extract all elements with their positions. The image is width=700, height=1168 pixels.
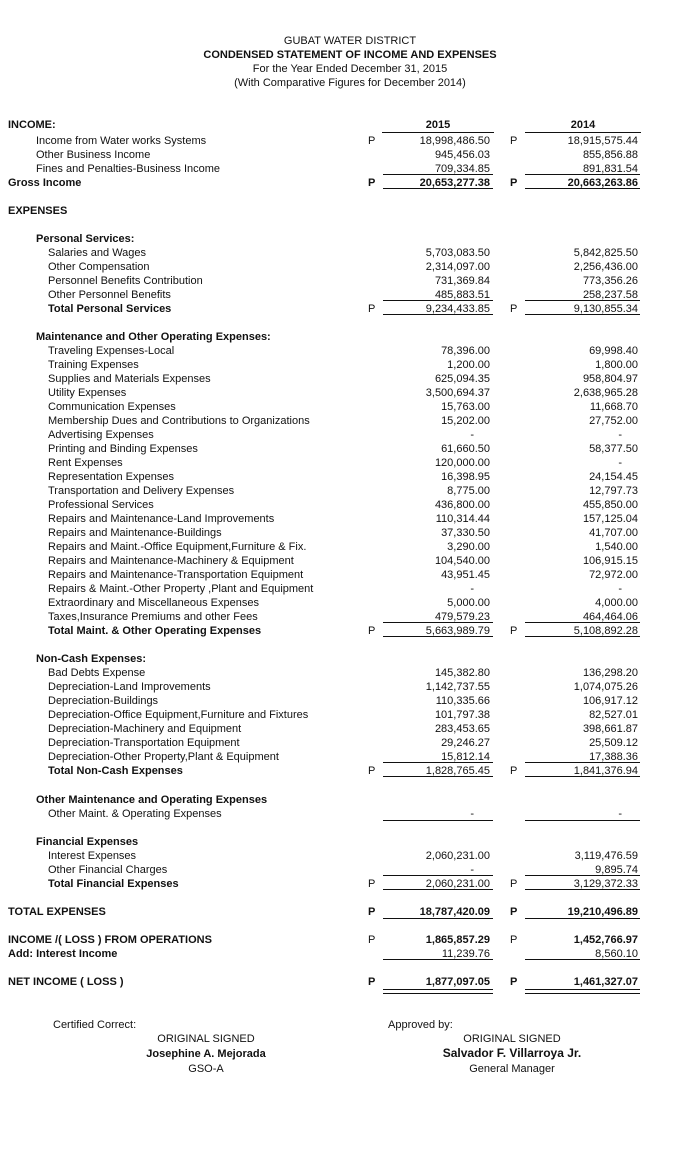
- total-expenses-row: [0, 905, 700, 919]
- line-item: [0, 750, 700, 764]
- peso-sign: P: [510, 765, 518, 777]
- total-rule: [383, 188, 493, 189]
- total-rule: [525, 188, 640, 189]
- amount-2015: 16,398.95: [441, 471, 490, 483]
- gross-income-2015: 20,653,277.38: [419, 177, 490, 189]
- total-label: Total Non-Cash Expenses: [48, 765, 183, 777]
- net-income-2015: 1,877,097.05: [425, 976, 490, 988]
- peso-sign: P: [368, 303, 376, 315]
- amount-2015: 625,094.35: [434, 373, 490, 385]
- amount-2015: -: [470, 808, 474, 820]
- amount-2014: 891,831.54: [582, 163, 638, 175]
- total-row: [0, 764, 700, 778]
- income-header-row: [0, 118, 700, 132]
- total-expenses-2015: 18,787,420.09: [419, 906, 490, 918]
- operations-label: INCOME /( LOSS ) FROM OPERATIONS: [8, 934, 212, 946]
- line-item: [0, 582, 700, 596]
- net-income-row: [0, 975, 700, 989]
- line-item-label: Repairs and Maintenance-Machinery & Equipment: [48, 555, 294, 567]
- amount-2014: 106,915.15: [582, 555, 638, 567]
- amount-2014: 1,074,075.26: [573, 681, 638, 693]
- peso-sign: P: [510, 934, 518, 946]
- total-2015: 1,828,765.45: [425, 765, 490, 777]
- operations-2014: 1,452,766.97: [573, 934, 638, 946]
- amount-2014: 12,797.73: [589, 485, 638, 497]
- column-2014-header: 2014: [570, 119, 596, 131]
- amount-2014: 17,388.36: [589, 751, 638, 763]
- subtotal-rule: [383, 622, 493, 623]
- line-item-label: Other Compensation: [48, 261, 150, 273]
- total-row: [0, 302, 700, 316]
- section-heading-row: [0, 793, 700, 807]
- amount-2014: 41,707.00: [589, 527, 638, 539]
- line-item-label: Income from Water works Systems: [36, 135, 207, 147]
- amount-2014: 258,237.58: [582, 289, 638, 301]
- line-item: [0, 260, 700, 274]
- amount-2015: -: [470, 583, 474, 595]
- double-rule: [383, 989, 493, 994]
- mooe-heading: Maintenance and Other Operating Expenses:: [36, 331, 271, 343]
- amount-2014: -: [618, 583, 622, 595]
- line-item: [0, 554, 700, 568]
- line-item-label: Depreciation-Land Improvements: [48, 681, 211, 693]
- statement-period: For the Year Ended December 31, 2015: [252, 63, 448, 75]
- line-item: [0, 526, 700, 540]
- statement-comparative: (With Comparative Figures for December 2014): [234, 77, 466, 89]
- interest-income-2014: 8,560.10: [595, 948, 638, 960]
- amount-2014: 58,377.50: [589, 443, 638, 455]
- column-2014-rule: [525, 132, 641, 133]
- personal-services-heading: Personal Services:: [36, 233, 135, 245]
- line-item: [0, 358, 700, 372]
- line-item: [0, 344, 700, 358]
- amount-2014: -: [618, 808, 622, 820]
- column-2015-rule: [382, 132, 494, 133]
- peso-sign: P: [368, 976, 376, 988]
- line-item-label: Salaries and Wages: [48, 247, 147, 259]
- column-2015-header: 2015: [425, 119, 451, 131]
- amount-2014: 5,842,825.50: [573, 247, 638, 259]
- line-item: [0, 736, 700, 750]
- subtotal-rule: [383, 875, 493, 876]
- amount-2015: 145,382.80: [434, 667, 490, 679]
- line-item-label: Representation Expenses: [48, 471, 174, 483]
- gross-income-row: [0, 176, 700, 190]
- total-expenses-label: TOTAL EXPENSES: [8, 906, 106, 918]
- line-item: [0, 610, 700, 624]
- operations-2015: 1,865,857.29: [425, 934, 490, 946]
- total-row: [0, 877, 700, 891]
- line-item-label: Other Financial Charges: [48, 864, 168, 876]
- line-item-label: Depreciation-Transportation Equipment: [48, 737, 240, 749]
- peso-sign: P: [368, 765, 376, 777]
- amount-2015: 485,883.51: [434, 289, 490, 301]
- subtotal-rule: [383, 762, 493, 763]
- amount-2014: 82,527.01: [589, 709, 638, 721]
- line-item: [0, 484, 700, 498]
- line-item: [0, 442, 700, 456]
- peso-sign: P: [368, 625, 376, 637]
- amount-2014: 398,661.87: [582, 723, 638, 735]
- line-item-label: Other Maint. & Operating Expenses: [48, 808, 222, 820]
- line-item: [0, 680, 700, 694]
- amount-2015: 61,660.50: [441, 443, 490, 455]
- line-item-label: Rent Expenses: [48, 457, 123, 469]
- amount-2015: 479,579.23: [434, 611, 490, 623]
- line-item: [0, 428, 700, 442]
- line-item-label: Taxes,Insurance Premiums and other Fees: [48, 611, 258, 623]
- amount-2014: 11,668.70: [589, 401, 638, 413]
- line-item: [0, 246, 700, 260]
- amount-2015: 2,060,231.00: [425, 850, 490, 862]
- line-item: [0, 288, 700, 302]
- line-item-label: Personnel Benefits Contribution: [48, 275, 203, 287]
- total-2015: 5,663,989.79: [425, 625, 490, 637]
- net-income-label: NET INCOME ( LOSS ): [8, 976, 124, 988]
- line-item-label: Extraordinary and Miscellaneous Expenses: [48, 597, 259, 609]
- noncash-heading: Non-Cash Expenses:: [36, 653, 147, 665]
- line-item: [0, 596, 700, 610]
- amount-2015: 18,998,486.50: [419, 135, 490, 147]
- gross-income-2014: 20,663,263.86: [567, 177, 638, 189]
- total-label: Total Financial Expenses: [48, 878, 179, 890]
- total-rule: [525, 636, 640, 637]
- amount-2014: 69,998.40: [589, 345, 638, 357]
- approved-signatory-title: General Manager: [469, 1063, 555, 1075]
- amount-2015: 78,396.00: [441, 345, 490, 357]
- total-2014: 9,130,855.34: [573, 303, 638, 315]
- line-item-label: Training Expenses: [48, 359, 139, 371]
- total-rule: [383, 776, 493, 777]
- amount-2014: 3,119,476.59: [574, 850, 638, 862]
- total-rule: [383, 918, 493, 919]
- amount-2015: -: [470, 864, 474, 876]
- amount-2014: 25,509.12: [589, 737, 638, 749]
- amount-2014: 72,972.00: [589, 569, 638, 581]
- peso-sign: P: [510, 625, 518, 637]
- line-item: [0, 849, 700, 863]
- amount-2015: 945,456.03: [434, 149, 490, 161]
- line-item-label: Professional Services: [48, 499, 154, 511]
- section-heading-row: [0, 835, 700, 849]
- amount-2015: 731,369.84: [434, 275, 490, 287]
- line-item: [0, 722, 700, 736]
- amount-2014: 773,356.26: [582, 275, 638, 287]
- total-expenses-2014: 19,210,496.89: [567, 906, 638, 918]
- financial-heading: Financial Expenses: [36, 836, 139, 848]
- total-rule: [383, 636, 493, 637]
- subtotal-rule: [525, 959, 640, 960]
- subtotal-rule: [383, 300, 493, 301]
- expenses-heading-row: [0, 204, 700, 218]
- line-item: [0, 148, 700, 162]
- line-item-label: Repairs and Maintenance-Buildings: [48, 527, 222, 539]
- line-item-label: Other Business Income: [36, 149, 151, 161]
- peso-sign: P: [510, 878, 518, 890]
- amount-2015: 15,763.00: [441, 401, 490, 413]
- amount-2014: 27,752.00: [589, 415, 638, 427]
- peso-sign: P: [368, 135, 376, 147]
- subtotal-rule: [383, 959, 493, 960]
- line-item: [0, 400, 700, 414]
- total-rule: [525, 314, 640, 315]
- amount-2015: 2,314,097.00: [425, 261, 490, 273]
- total-label: Total Maint. & Other Operating Expenses: [48, 625, 262, 637]
- line-item-label: Repairs & Maint.-Other Property ,Plant and Equipment: [48, 583, 314, 595]
- other-mooe-heading: Other Maintenance and Operating Expenses: [36, 794, 268, 806]
- double-rule: [525, 989, 640, 994]
- amount-2015: 29,246.27: [441, 737, 490, 749]
- peso-sign: P: [368, 934, 376, 946]
- line-item-label: Interest Expenses: [48, 850, 137, 862]
- subtotal-rule: [525, 300, 640, 301]
- certified-signatory-name: Josephine A. Mejorada: [146, 1048, 266, 1060]
- certified-caption: Certified Correct:: [53, 1019, 137, 1031]
- line-item: [0, 414, 700, 428]
- net-income-2014: 1,461,327.07: [573, 976, 638, 988]
- amount-2014: 1,540.00: [595, 541, 638, 553]
- amount-2015: 15,812.14: [441, 751, 490, 763]
- amount-2015: 15,202.00: [441, 415, 490, 427]
- line-item: [0, 540, 700, 554]
- expenses-heading: EXPENSES: [8, 205, 68, 217]
- peso-sign: P: [510, 303, 518, 315]
- peso-sign: P: [510, 177, 518, 189]
- line-item-label: Printing and Binding Expenses: [48, 443, 198, 455]
- amount-2015: 37,330.50: [441, 527, 490, 539]
- section-heading-row: [0, 330, 700, 344]
- total-row: [0, 624, 700, 638]
- total-2014: 5,108,892.28: [573, 625, 638, 637]
- line-item-label: Depreciation-Office Equipment,Furniture and Fixtures: [48, 709, 309, 721]
- approved-caption: Approved by:: [388, 1019, 453, 1031]
- line-item-label: Transportation and Delivery Expenses: [48, 485, 235, 497]
- line-item: [0, 807, 700, 821]
- subtotal-rule: [525, 622, 640, 623]
- total-rule: [383, 820, 493, 821]
- approved-signatory-name: Salvador F. Villarroya Jr.: [442, 1046, 582, 1060]
- amount-2014: 24,154.45: [589, 471, 638, 483]
- line-item-label: Repairs and Maint.-Office Equipment,Furniture & Fix.: [48, 541, 307, 553]
- total-label: Total Personal Services: [48, 303, 172, 315]
- amount-2015: 110,335.66: [435, 695, 490, 707]
- line-item-label: Utility Expenses: [48, 387, 127, 399]
- line-item: [0, 162, 700, 176]
- line-item-label: Advertising Expenses: [48, 429, 154, 441]
- line-item: [0, 568, 700, 582]
- interest-income-row: [0, 947, 700, 961]
- amount-2014: 455,850.00: [582, 499, 638, 511]
- total-2014: 3,129,372.33: [573, 878, 638, 890]
- amount-2014: 157,125.04: [582, 513, 638, 525]
- approved-status: ORIGINAL SIGNED: [463, 1033, 561, 1045]
- amount-2014: 106,917.12: [582, 695, 638, 707]
- amount-2014: 4,000.00: [595, 597, 638, 609]
- line-item: [0, 512, 700, 526]
- amount-2015: 5,703,083.50: [425, 247, 490, 259]
- operations-row: [0, 933, 700, 947]
- subtotal-rule: [525, 762, 640, 763]
- statement-title: CONDENSED STATEMENT OF INCOME AND EXPENSES: [203, 49, 497, 61]
- company-name: GUBAT WATER DISTRICT: [283, 35, 417, 47]
- line-item-label: Depreciation-Other Property,Plant & Equipment: [48, 751, 279, 763]
- peso-sign: P: [510, 976, 518, 988]
- amount-2015: 43,951.45: [441, 569, 490, 581]
- line-item-label: Repairs and Maintenance-Land Improvements: [48, 513, 275, 525]
- amount-2014: 958,804.97: [582, 373, 638, 385]
- amount-2014: 2,256,436.00: [573, 261, 638, 273]
- peso-sign: P: [510, 135, 518, 147]
- line-item-label: Bad Debts Expense: [48, 667, 146, 679]
- line-item-label: Membership Dues and Contributions to Organizations: [48, 415, 310, 427]
- line-item: [0, 274, 700, 288]
- peso-sign: P: [368, 878, 376, 890]
- line-item: [0, 456, 700, 470]
- total-rule: [525, 820, 640, 821]
- total-2014: 1,841,376.94: [573, 765, 638, 777]
- total-rule: [383, 889, 493, 890]
- line-item: [0, 498, 700, 512]
- total-2015: 9,234,433.85: [425, 303, 490, 315]
- amount-2015: 283,453.65: [434, 723, 490, 735]
- line-item: [0, 863, 700, 877]
- line-item: [0, 372, 700, 386]
- peso-sign: P: [368, 906, 376, 918]
- peso-sign: P: [368, 177, 376, 189]
- subtotal-rule: [525, 174, 640, 175]
- line-item-label: Depreciation-Buildings: [48, 695, 159, 707]
- section-heading-row: [0, 232, 700, 246]
- amount-2014: 2,638,965.28: [573, 387, 638, 399]
- line-item: [0, 666, 700, 680]
- line-item-label: Depreciation-Machinery and Equipment: [48, 723, 242, 735]
- amount-2015: 8,775.00: [447, 485, 490, 497]
- line-item-label: Fines and Penalties-Business Income: [36, 163, 221, 175]
- interest-income-2015: 11,239.76: [441, 948, 490, 960]
- amount-2015: 110,314.44: [435, 513, 490, 525]
- total-rule: [525, 918, 640, 919]
- amount-2014: 464,464.06: [582, 611, 638, 623]
- line-item-label: Supplies and Materials Expenses: [48, 373, 211, 385]
- amount-2014: 1,800.00: [595, 359, 638, 371]
- amount-2014: -: [618, 429, 622, 441]
- amount-2014: 136,298.20: [582, 667, 638, 679]
- amount-2015: 5,000.00: [447, 597, 490, 609]
- line-item-label: Repairs and Maintenance-Transportation Equipment: [48, 569, 304, 581]
- amount-2014: 9,895.74: [595, 864, 638, 876]
- amount-2015: -: [470, 429, 474, 441]
- line-item-label: Other Personnel Benefits: [48, 289, 171, 301]
- peso-sign: P: [510, 906, 518, 918]
- amount-2014: 855,856.88: [582, 149, 638, 161]
- interest-income-label: Add: Interest Income: [8, 948, 118, 960]
- amount-2015: 709,334.85: [434, 163, 490, 175]
- line-item: [0, 708, 700, 722]
- certified-status: ORIGINAL SIGNED: [157, 1033, 255, 1045]
- amount-2015: 3,500,694.37: [425, 387, 490, 399]
- line-item: [0, 470, 700, 484]
- total-rule: [525, 889, 640, 890]
- amount-2015: 1,200.00: [447, 359, 490, 371]
- amount-2014: -: [618, 457, 622, 469]
- amount-2015: 120,000.00: [434, 457, 490, 469]
- subtotal-rule: [525, 875, 640, 876]
- section-heading-row: [0, 652, 700, 666]
- certified-signatory-title: GSO-A: [188, 1063, 224, 1075]
- amount-2015: 101,797.38: [434, 709, 490, 721]
- line-item-label: Traveling Expenses-Local: [48, 345, 175, 357]
- subtotal-rule: [383, 174, 493, 175]
- total-rule: [383, 314, 493, 315]
- amount-2015: 436,800.00: [434, 499, 490, 511]
- amount-2014: 18,915,575.44: [567, 135, 638, 147]
- amount-2015: 104,540.00: [434, 555, 490, 567]
- line-item-label: Communication Expenses: [48, 401, 176, 413]
- line-item: [0, 386, 700, 400]
- total-2015: 2,060,231.00: [425, 878, 490, 890]
- amount-2015: 1,142,737.55: [425, 681, 490, 693]
- line-item: [0, 694, 700, 708]
- total-rule: [525, 776, 640, 777]
- amount-2015: 3,290.00: [447, 541, 490, 553]
- gross-income-label: Gross Income: [8, 177, 82, 189]
- line-item: [0, 134, 700, 148]
- income-heading: INCOME:: [8, 119, 56, 131]
